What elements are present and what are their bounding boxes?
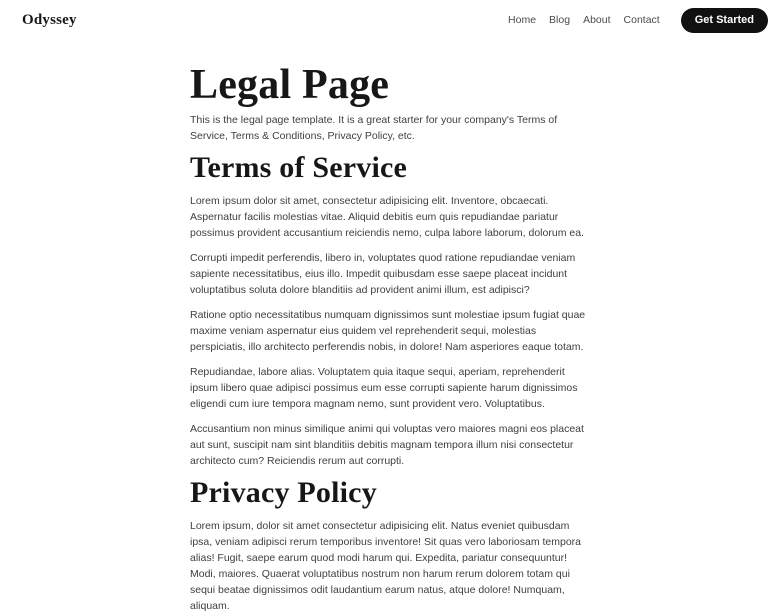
- intro-paragraph: This is the legal page template. It is a great starter for your company's Terms of Service, Terms & Conditions, Privacy Policy, etc.: [190, 114, 558, 142]
- get-started-button[interactable]: Get Started: [681, 8, 768, 33]
- section-terms-of-service: [190, 153, 590, 469]
- site-header: [0, 0, 780, 40]
- terms-paragraph-1: Lorem ipsum dolor sit amet, consectetur adipisicing elit. Inventore, obcaecati. Aspernatur facilis molestias vitae. Aliquid debitis eum quis repudiandae pariatur possimus provident accusantium reiciendis nemo, culpa labore laborum, dolorum ea.: [190, 195, 584, 239]
- brand-logo[interactable]: Odyssey: [22, 11, 77, 28]
- terms-paragraph-3: Ratione optio necessitatibus numquam dignissimos sunt molestiae ipsum fugiat quae maxime veniam aspernatur eius quidem vel reprehenderit sequi, molestias perspiciatis, illo architecto perferendis nobis, in dolore! Nam asperiores eaque totam.: [190, 309, 586, 353]
- terms-paragraph-4: Repudiandae, labore alias. Voluptatem quia itaque sequi, aperiam, reprehenderit ipsum libero quae adipisci possimus eum esse corrupti sapiente harum dignissimos eligendi cum iure tempora magnam nemo, sunt provident vero. Voluptatibus.: [190, 366, 578, 410]
- privacy-paragraph-1: Lorem ipsum, dolor sit amet consectetur adipisicing elit. Natus eveniet quibusdam ipsa, veniam adipisci rerum temporibus inventore! Sit quas vero laboriosam tempora alias! Fugit, saepe earum quod modi harum qui. Expedita, pariatur consequuntur! Modi, maiores. Quaerat voluptatibus nostrum non harum rerum dolorem totam qui sequi beatae dignissimos odit laudantium earum natus, atque dolore! Numquam, aliquam.: [190, 520, 582, 612]
- main-nav: [508, 8, 768, 33]
- main-content: [190, 64, 590, 614]
- terms-paragraph-2: Corrupti impedit perferendis, libero in, voluptates quod ratione repudiandae veniam sapiente necessitatibus, eius illo. Impedit quibusdam esse saepe placeat incidunt voluptatibus soluta dolore blanditiis ad provident animi illum, est adipisci?: [190, 252, 576, 296]
- nav-link-about[interactable]: About: [583, 14, 611, 26]
- nav-link-contact[interactable]: Contact: [623, 14, 660, 26]
- terms-paragraph-5: Accusantium non minus similique animi qui voluptas vero maiores magni eos placeat aut sunt, suscipit nam sint blanditiis debitis magnam tempora illum nisi consectetur architecto cum? Reiciendis rerum aut corrupti.: [190, 423, 584, 467]
- privacy-policy-heading: Privacy Policy: [190, 476, 377, 509]
- terms-of-service-heading: Terms of Service: [190, 151, 408, 184]
- page-title: Legal Page: [190, 62, 390, 108]
- section-privacy-policy: [190, 478, 590, 614]
- nav-link-blog[interactable]: Blog: [549, 14, 571, 26]
- nav-link-home[interactable]: Home: [508, 14, 537, 26]
